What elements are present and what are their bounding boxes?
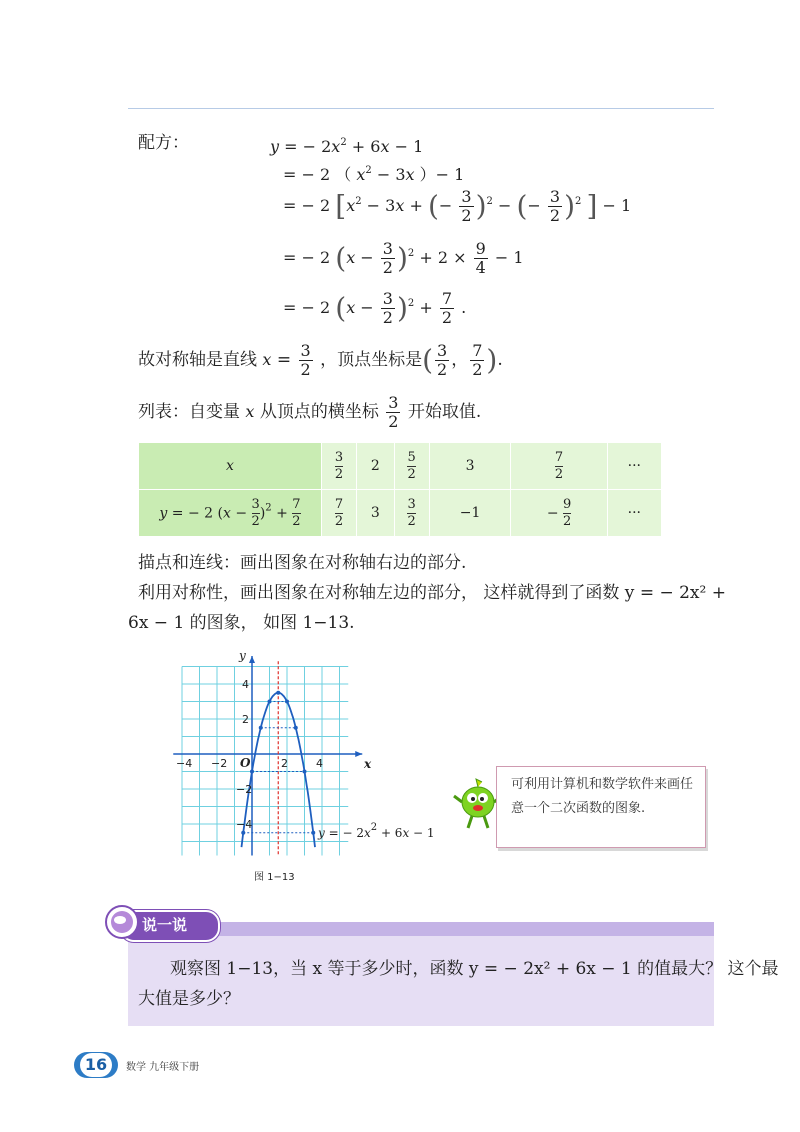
y-tick-label: −4 (236, 818, 253, 831)
data-point (268, 700, 272, 704)
value-table (138, 442, 662, 537)
table-cell: 2 (357, 443, 395, 490)
x-axis-label: x (364, 757, 372, 771)
list-sentence: 列表：自变量 x 从顶点的横坐标 $\frac{3}{2}$ 开始取值. (138, 393, 482, 431)
table-cell: −1 (429, 490, 511, 537)
table-cell: $\frac{3}{2}$ (322, 443, 357, 490)
table-row-x (139, 443, 662, 490)
data-point (276, 691, 280, 695)
derivation-line-2: = − 2 （ $x^2 - 3x$ ）− 1 (283, 165, 465, 184)
tip-text: 可利用计算机和数学软件来画任意一个二次函数的图象. (511, 777, 694, 816)
figure-caption: 图 1−13 (254, 872, 295, 883)
data-point (241, 831, 245, 835)
paragraph-plot: 描点和连线：画出图象在对称轴右边的部分. (138, 553, 467, 573)
x-tick-label: 2 (281, 757, 288, 770)
derivation-line-1: y = − $2x^2 + 6x - 1$ (270, 137, 424, 156)
paragraph-symmetry-1: 利用对称性，画出图象在对称轴左边的部分， 这样就得到了函数 y = − 2x² + (138, 583, 726, 603)
curve-label: y = − $2x^2 + 6x - 1$ (318, 822, 435, 840)
table-cell: $\frac{3}{2}$ (394, 490, 429, 537)
origin-label: O (240, 756, 251, 770)
table-header-y: y = − 2 (x − $\frac{3}{2}$ )$^2$ + $\frac{7}{2}$ (139, 490, 322, 537)
table-row-y (139, 490, 662, 537)
derivation-label: 配方： (138, 133, 189, 153)
table-cell: 3 (429, 443, 511, 490)
table-cell: $\frac{7}{2}$ (322, 490, 357, 537)
y-axis-label: y (239, 650, 246, 663)
discussion-question-2: 大值是多少？ (138, 989, 240, 1009)
y-tick-label: −2 (236, 783, 253, 796)
table-header-x: x (139, 443, 322, 490)
paragraph-symmetry-2: 6x − 1 的图象， 如图 1−13. (128, 613, 355, 633)
table-cell: $\frac{7}{2}$ (511, 443, 607, 490)
x-tick-label: −4 (176, 757, 193, 770)
data-point (303, 770, 307, 774)
derivation-line-4: = − 2 (x − $\frac{3}{2}$ )$^2$ + 2 × $\frac{9}{4}$ − 1 (283, 239, 524, 277)
book-title: 数学 九年级下册 (126, 1062, 200, 1073)
axis-sentence: 故对称轴是直线 x = $\frac{3}{2}$ ，顶点坐标是( $\frac{3}{2}$ ， $\frac{7}{2}$ ). (138, 341, 503, 379)
speech-bubble-icon (104, 904, 140, 940)
table-cell: 3 (357, 490, 395, 537)
y-tick-label: 4 (242, 678, 249, 691)
table-cell: $\frac{5}{2}$ (394, 443, 429, 490)
discussion-tag-label: 说一说 (142, 916, 188, 934)
table-cell: ··· (607, 490, 661, 537)
table-cell: ··· (607, 443, 661, 490)
header-rule (128, 108, 714, 109)
x-tick-label: −2 (211, 757, 228, 770)
derivation-line-3: = − 2 [$x^2 - 3x$ + (− $\frac{3}{2}$ )$^2$ − (− $\frac{3}{2}$ )$^2$ ] − 1 (283, 187, 632, 225)
y-tick-label: 2 (242, 713, 249, 726)
tip-callout (496, 766, 706, 848)
data-point (250, 770, 254, 774)
page-number: 16 (80, 1053, 112, 1077)
derivation-line-5: = − 2 (x − $\frac{3}{2}$ )$^2$ + $\frac{7}{2}$ . (283, 289, 467, 327)
x-axis-arrow (355, 751, 362, 757)
table-cell: − $\frac{9}{2}$ (511, 490, 607, 537)
data-point (294, 726, 298, 730)
discussion-question-1: 观察图 1−13，当 x 等于多少时，函数 y = − 2x² + 6x − 1 的值最大？ 这个最 (170, 959, 779, 979)
x-tick-label: 4 (316, 757, 323, 770)
data-point (285, 700, 289, 704)
data-point (259, 726, 263, 730)
y-axis-arrow (249, 656, 255, 663)
data-point (311, 831, 315, 835)
